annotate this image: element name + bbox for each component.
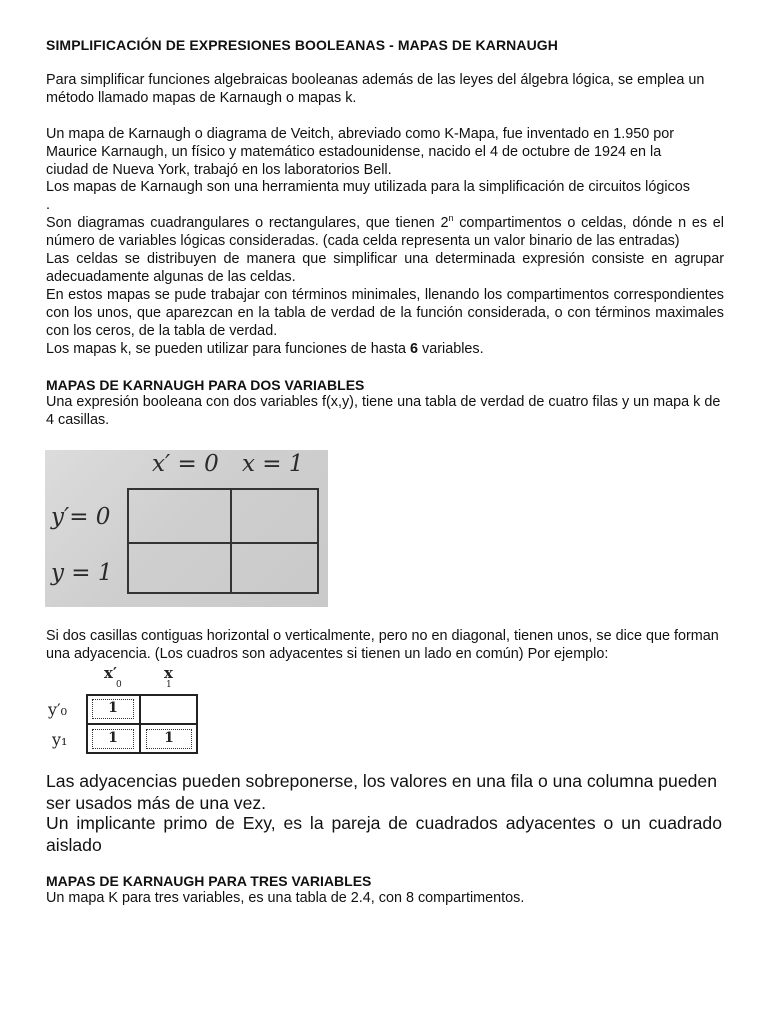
diagrams-text: Son diagramas cuadrangulares o rectangulares, que tienen 2: [46, 215, 449, 231]
kmap-photo: [45, 450, 328, 607]
history-line: ciudad de Nueva York, trabajó en los laboratorios Bell.: [46, 161, 392, 178]
grid-divider: [88, 723, 196, 725]
limit-text: variables.: [418, 341, 484, 357]
diagrams-text: compartimentos o celdas, dónde n es el número de variables lógicas consideradas. (cada celda representa un valor binario de las entradas): [46, 215, 724, 249]
section-text-three-variables: Un mapa K para tres variables, es una tabla de 2.4, con 8 compartimentos.: [46, 890, 525, 906]
photo-row-header: y′= 0: [51, 504, 111, 530]
section-heading-three-variables: MAPAS DE KARNAUGH PARA TRES VARIABLES: [46, 873, 372, 889]
cells-paragraph: Las celdas se distribuyen de manera que simplificar una determinada expresión consiste en agrupar adecuadamente algunas de las celdas.: [46, 251, 724, 285]
example-col-sub: 1: [166, 680, 172, 690]
history-line: Un mapa de Karnaugh o diagrama de Veitch, abreviado como K-Mapa, fue inventado en 1.950 por: [46, 126, 675, 142]
history-line: Los mapas de Karnaugh son una herramienta muy utilizada para la simplificación de circuitos lógicos: [46, 179, 690, 196]
section-text-two-variables: Una expresión booleana con dos variables f(x,y), tiene una tabla de verdad de cuatro filas y un mapa k de 4 casillas.: [46, 394, 721, 428]
overlap-paragraph: Las adyacencias pueden sobreponerse, los valores en una fila o una columna pueden ser usados más de una vez.: [46, 771, 717, 813]
limit-number: 6: [410, 341, 419, 357]
example-cell: 1: [92, 729, 134, 749]
photo-col-header: x = 1: [242, 451, 304, 477]
history-paragraph: [46, 126, 736, 215]
photo-grid: [127, 488, 319, 594]
intro-paragraph: Para simplificar funciones algebraicas booleanas además de las leyes del álgebra lógica, se emplea un método llamado mapas de Karnaugh o mapas k.: [46, 72, 705, 106]
photo-col-header: x′ = 0: [152, 451, 219, 477]
example-cell: 1: [146, 729, 192, 749]
limit-paragraph: [46, 341, 724, 359]
page-title: SIMPLIFICACIÓN DE EXPRESIONES BOOLEANAS - MAPAS DE KARNAUGH: [46, 37, 559, 53]
limit-text: Los mapas k, se pueden utilizar para funciones de hasta: [46, 341, 410, 357]
photo-row-header: y = 1: [51, 560, 113, 586]
example-col-header: x′: [104, 664, 117, 682]
example-grid: [86, 694, 198, 754]
kmap-example: [46, 664, 198, 758]
history-line: .: [46, 197, 50, 214]
example-col-header: x: [164, 664, 173, 682]
example-row-header: y′₀: [48, 700, 68, 719]
example-row-header: y₁: [52, 730, 68, 749]
terms-paragraph: En estos mapas se pude trabajar con términos minimales, llenando los compartimentos correspondientes con los unos, que aparezcan en la tabla de verdad de la función considerada, o con términos maximales con los ceros, de la tabla de verdad.: [46, 287, 724, 339]
example-col-sub: 0: [116, 680, 122, 690]
diagrams-paragraph: [46, 215, 724, 251]
section-heading-two-variables: MAPAS DE KARNAUGH PARA DOS VARIABLES: [46, 377, 365, 393]
adjacency-paragraph: Si dos casillas contiguas horizontal o verticalmente, pero no en diagonal, tienen unos, se dice que forman una adyacencia. (Los cuadros son adyacentes si tienen un lado en común) Por ejemplo:: [46, 628, 719, 662]
prime-implicant-paragraph: Un implicante primo de Exy, es la pareja de cuadrados adyacentes o un cuadrado aislado: [46, 813, 722, 855]
grid-divider: [129, 542, 317, 544]
grid-divider: [230, 490, 232, 592]
superscript-n: n: [448, 213, 454, 223]
history-line: Maurice Karnaugh, un físico y matemático estadounidense, nacido el 4 de octubre de 1924 en la: [46, 143, 662, 160]
example-cell: 1: [92, 699, 134, 719]
